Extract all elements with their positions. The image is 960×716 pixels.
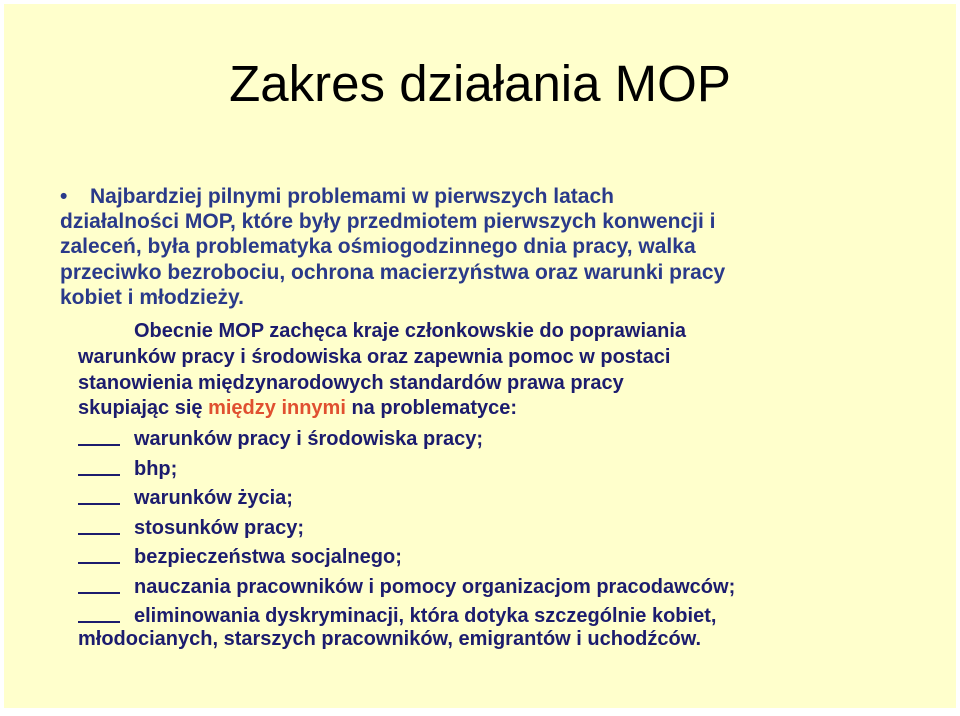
list-item xyxy=(78,514,938,544)
list-item xyxy=(78,543,938,573)
list-item-text: eliminowania dyskryminacji, która dotyka szczególnie kobiet, xyxy=(134,605,717,627)
body-paragraph xyxy=(78,319,938,422)
slide-title: Zakres działania MOP xyxy=(229,55,731,112)
highlighted-text: między innymi xyxy=(208,397,346,420)
dash-marker xyxy=(78,621,120,623)
paragraph-text: na problematyce: xyxy=(345,397,518,420)
list-item-text: warunków życia; xyxy=(134,487,293,509)
dash-marker xyxy=(78,503,120,505)
list-item-text: warunków pracy i środowiska pracy; xyxy=(134,428,484,450)
bullet-point xyxy=(60,184,910,310)
list-item-text: stosunków pracy; xyxy=(134,516,305,539)
dash-marker xyxy=(78,444,120,446)
dash-marker xyxy=(78,562,120,564)
list-item xyxy=(78,484,938,514)
list-item-text: nauczania pracowników i pomocy organizacjom pracodawców; xyxy=(134,575,736,598)
bullet-marker: • xyxy=(60,185,68,208)
dash-list xyxy=(78,425,938,652)
dash-marker xyxy=(78,474,120,476)
dash-marker xyxy=(78,592,120,594)
list-item xyxy=(78,573,938,603)
bullet-line: kobiet i młodzieży. xyxy=(60,285,244,309)
bullet-line: zaleceń, była problematyka ośmiogodzinnego dnia pracy, walka xyxy=(60,235,696,259)
paragraph-line xyxy=(78,396,938,422)
list-item-text: bezpieczeństwa socjalnego; xyxy=(134,546,402,568)
paragraph-line: warunków pracy i środowiska oraz zapewnia pomoc w postaci xyxy=(78,345,671,368)
list-item-continuation: młodocianych, starszych pracowników, emigrantów i uchodźców. xyxy=(78,627,702,650)
dash-marker xyxy=(78,533,120,535)
bullet-line: przeciwko bezrobociu, ochrona macierzyństwa oraz warunki pracy xyxy=(60,260,726,284)
bullet-line: działalności MOP, które były przedmiotem pierwszych konwencji i xyxy=(60,210,716,234)
paragraph-line: Obecnie MOP zachęca kraje członkowskie do poprawiania xyxy=(134,320,687,342)
paragraph-text: skupiając się xyxy=(78,397,209,420)
list-item-text: bhp; xyxy=(134,457,178,480)
list-item xyxy=(78,602,938,632)
bullet-text xyxy=(60,184,910,310)
list-item xyxy=(78,455,938,485)
paragraph-line: stanowienia międzynarodowych standardów prawa pracy xyxy=(78,371,624,394)
list-item xyxy=(78,425,938,455)
bullet-line: Najbardziej pilnymi problemami w pierwszych latach xyxy=(90,185,614,208)
